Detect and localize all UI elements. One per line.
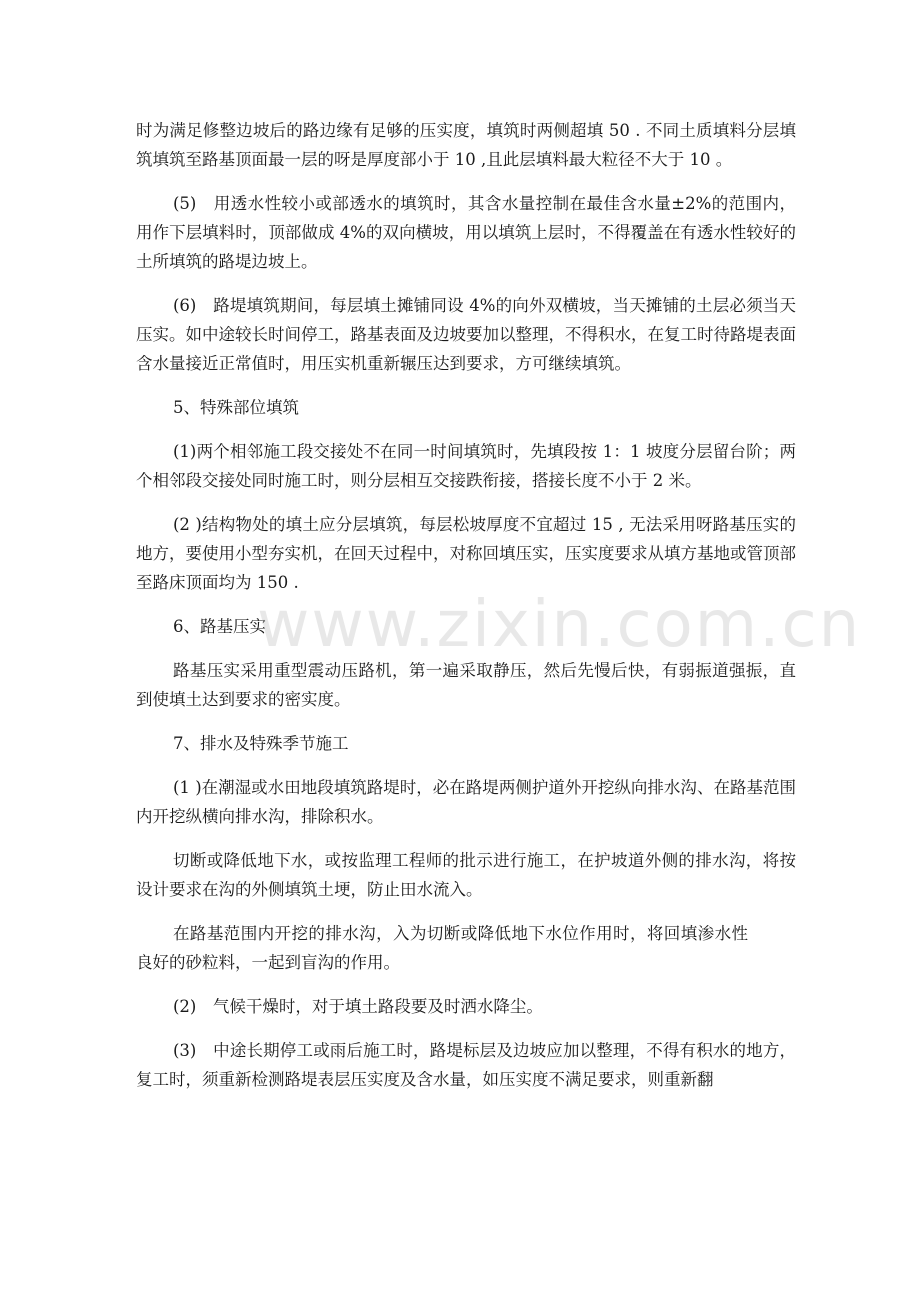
- paragraph-compaction: 路基压实采用重型震动压路机，第一遍采取静压，然后先慢后快，有弱振道强振，直到使填土达到要求的密实度。: [136, 661, 796, 709]
- section-heading-5: 5、特殊部位填筑: [173, 398, 299, 417]
- paragraph-groundwater: 切断或降低地下水，或按监理工程师的批示进行施工，在护坡道外侧的排水沟，将按设计要求在沟的外侧填筑土埂，防止田水流入。: [136, 851, 796, 899]
- paragraph-special-2: (2 )结构物处的填土应分层填筑，每层松坡厚度不宜超过 15 , 无法采用呀路基压实的地方，要使用小型夯实机，在回天过程中，对称回填压实，压实度要求从填方基地或管顶部至路床顶面均为 150 .: [136, 515, 796, 592]
- paragraph-drainage-1: (1 )在潮湿或水田地段填筑路堤时，必在路堤两侧护道外开挖纵向排水沟、在路基范围内开挖纵横向排水沟，排除积水。: [136, 778, 796, 826]
- paragraph-item-5: (5) 用透水性较小或部透水的填筑时，其含水量控制在最佳含水量±2%的范围内，用作下层填料时，顶部做成 4%的双向横坡，用以填筑上层时，不得覆盖在有透水性较好的土所填筑的路堤边坡上。: [136, 194, 796, 271]
- document-body: [136, 116, 862, 1109]
- paragraph-blind-ditch: 在路基范围内开挖的排水沟，入为切断或降低地下水位作用时，将回填渗水性良好的砂粒料，一起到盲沟的作用。: [136, 924, 748, 972]
- paragraph-long-stop: (3) 中途长期停工或雨后施工时，路堤标层及边坡应加以整理，不得有积水的地方，复工时，须重新检测路堤表层压实度及含水量，如压实度不满足要求，则重新翻: [136, 1041, 796, 1089]
- section-heading-6: 6、路基压实: [173, 617, 266, 636]
- paragraph-fill-width-continuation: 时为满足修整边坡后的路边缘有足够的压实度，填筑时两侧超填 50 . 不同土质填料分层填筑填筑至路基顶面最一层的呀是厚度部小于 10 ,且此层填料最大粒径不大于 10 。: [136, 121, 796, 169]
- paragraph-special-1: (1)两个相邻施工段交接处不在同一时间填筑时，先填段按 1：1 坡度分层留台阶；两个相邻段交接处同时施工时，则分层相互交接跌衔接，搭接长度不小于 2 米。: [136, 442, 796, 490]
- paragraph-dry-weather: (2) 气候干燥时，对于填土路段要及时洒水降尘。: [173, 997, 543, 1016]
- watermark: www.zixin.com.cn: [257, 588, 862, 662]
- section-heading-7: 7、排水及特殊季节施工: [173, 734, 349, 753]
- paragraph-item-6: (6) 路堤填筑期间，每层填土摊铺同设 4%的向外双横坡，当天摊铺的土层必须当天压实。如中途较长时间停工，路基表面及边坡要加以整理，不得积水，在复工时待路堤表面含水量接近正常值时，用压实机重新辗压达到要求，方可继续填筑。: [136, 296, 796, 373]
